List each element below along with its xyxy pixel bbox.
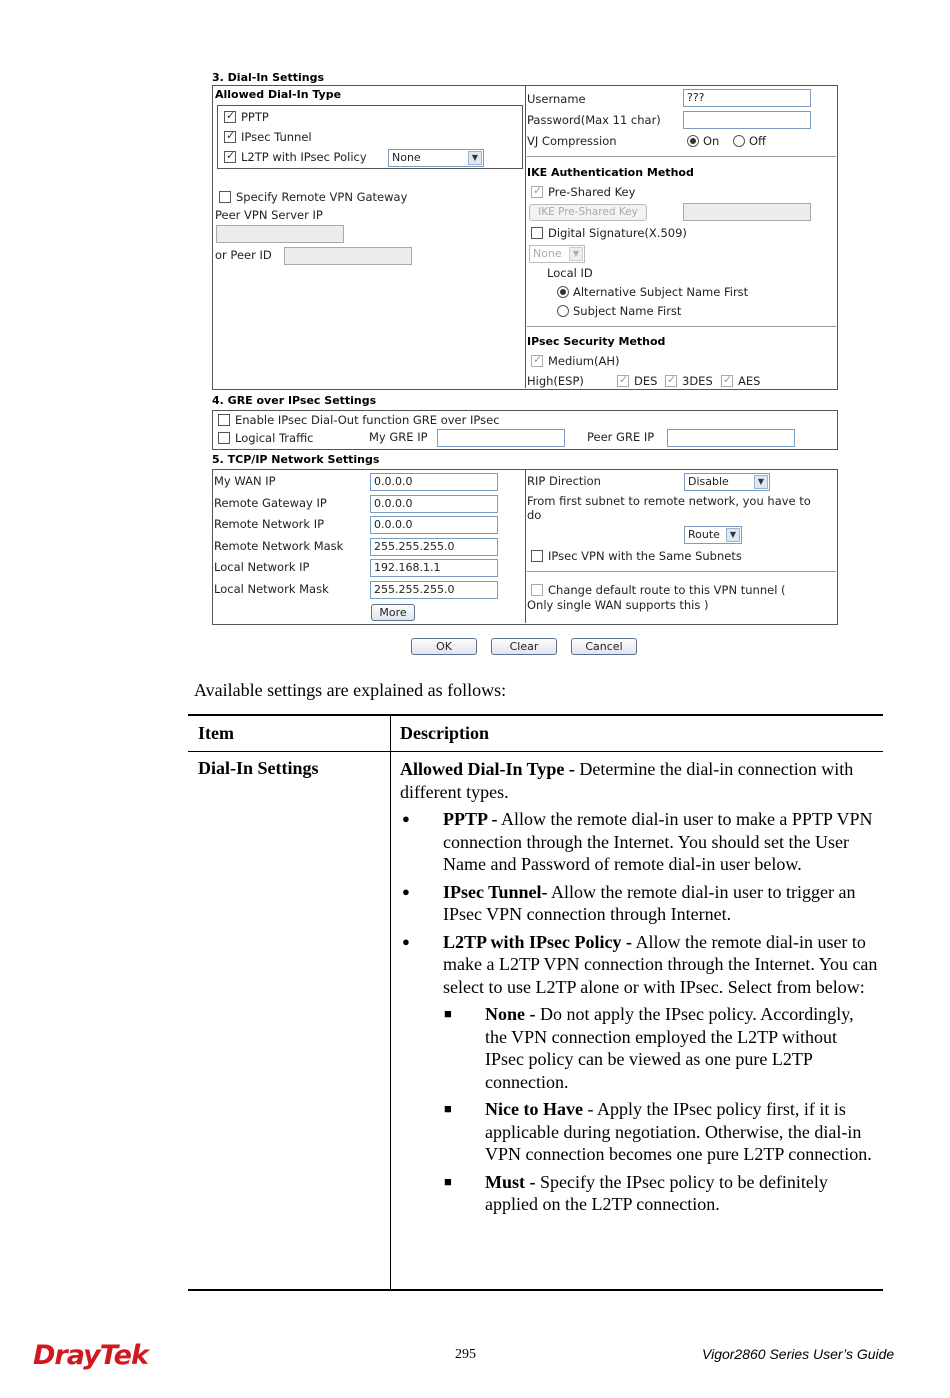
remote-network-label: Remote Network IP [214,517,325,531]
aes-option[interactable]: ✓ AES [721,374,760,388]
tcpip-section-title: 5. TCP/IP Network Settings [212,453,380,466]
divider [527,156,836,157]
same-subnets-option[interactable]: IPsec VPN with the Same Subnets [531,549,742,563]
vj-on-radio[interactable] [687,135,699,147]
sub-list-item: ■ Nice to Have - Apply the IPsec policy first, if it is applicable during negotiation. Otherwise, the dial-in VPN connection becomes one pure L2TP connection. [444,1099,872,1164]
draytek-logo: DrayTek [33,1340,148,1371]
route-mode-select[interactable]: Route ▼ [684,526,742,544]
vj-off-option[interactable]: Off [733,134,766,148]
list-item: ● L2TP with IPsec Policy - Allow the remote dial-in user to make a L2TP VPN connection through the Internet. You can select to use L2TP alone or with IPsec. Select from below: [402,931,878,997]
page-number: 295 [455,1347,476,1362]
dialin-left-panel [213,86,526,388]
column-divider [390,716,391,1289]
ok-button[interactable]: OK [411,638,477,655]
certificate-select[interactable]: None ▼ [529,245,585,263]
gre-section-title: 4. GRE over IPsec Settings [212,394,377,407]
chevron-down-icon: ▼ [754,475,768,489]
des-checkbox[interactable] [617,375,629,387]
medium-ah-option[interactable]: ✓Medium(AH) [531,354,619,368]
pptp-option[interactable]: ✓PPTP [224,110,269,124]
ike-title: IKE Authentication Method [527,166,694,179]
aes-checkbox[interactable] [721,375,733,387]
more-button[interactable]: More [371,604,415,621]
rip-direction-label: RIP Direction [527,474,601,488]
list-item: ● PPTP - Allow the remote dial-in user to make a PPTP VPN connection through the Internet. You should set the User Name and Password of remote dial-in user below. [402,809,873,874]
specify-gateway-checkbox[interactable] [219,191,231,203]
divider [527,326,836,327]
subject-option[interactable]: Subject Name First [557,304,681,318]
tcpip-left-panel [213,470,526,623]
digital-signature-checkbox[interactable] [531,227,543,239]
specify-gateway-option[interactable]: Specify Remote VPN Gateway [219,190,407,204]
ike-psk-input[interactable] [683,203,811,221]
remote-mask-label: Remote Network Mask [214,539,344,553]
username-label: Username [527,92,586,106]
my-gre-input[interactable] [437,429,565,447]
remote-gateway-input[interactable]: 0.0.0.0 [370,495,498,513]
alt-subject-radio[interactable] [557,286,569,298]
clear-button[interactable]: Clear [491,638,557,655]
square-bullet-icon: ■ [444,1006,452,1021]
l2tp-policy-select[interactable]: None ▼ [388,149,484,167]
psk-option[interactable]: ✓Pre-Shared Key [531,185,635,199]
chevron-down-icon: ▼ [726,528,740,542]
form-buttons [212,625,838,655]
list-item: ● IPsec Tunnel- Allow the remote dial-in user to trigger an IPsec VPN connection through Internet. [402,881,856,924]
remote-mask-input[interactable]: 255.255.255.0 [370,538,498,556]
des-option[interactable]: ✓ DES [617,374,657,388]
single-wan-note: Only single WAN supports this ) [527,598,709,612]
peer-id-label: or Peer ID [215,248,272,262]
item-dial-in-settings: Dial-In Settings [198,758,319,778]
local-mask-label: Local Network Mask [214,582,329,596]
vpn-profile-screenshot [212,70,838,655]
first-subnet-text: From first subnet to remote network, you have to do [527,494,811,522]
square-bullet-icon: ■ [444,1101,452,1116]
my-wan-input[interactable]: 0.0.0.0 [370,473,498,491]
dialin-right-panel [527,86,836,388]
3des-checkbox[interactable] [665,375,677,387]
local-ip-input[interactable]: 192.168.1.1 [370,559,498,577]
gre-enable-option[interactable]: Enable IPsec Dial-Out function GRE over IPsec [218,413,500,427]
psk-checkbox[interactable] [531,186,543,198]
peer-server-input[interactable] [216,225,344,243]
password-label: Password(Max 11 char) [527,113,661,127]
bullet-icon: ● [402,811,410,826]
remote-network-input[interactable]: 0.0.0.0 [370,516,498,534]
rip-direction-select[interactable]: Disable ▼ [684,473,770,491]
guide-title: Vigor2860 Series User’s Guide [702,1346,895,1362]
peer-gre-label: Peer GRE IP [587,430,655,444]
logical-traffic-option[interactable]: Logical Traffic [218,431,314,445]
vj-off-radio[interactable] [733,135,745,147]
l2tp-option[interactable]: ✓L2TP with IPsec Policy [224,150,367,164]
vj-label: VJ Compression [527,134,617,148]
digital-signature-option[interactable]: Digital Signature(X.509) [531,226,687,240]
ike-psk-button[interactable]: IKE Pre-Shared Key [529,204,647,221]
allowed-type-box [217,105,523,169]
password-input[interactable] [683,111,811,129]
pptp-checkbox[interactable] [224,111,236,123]
vj-on-option[interactable]: On [687,134,719,148]
gre-enable-checkbox[interactable] [218,414,230,426]
peer-gre-input[interactable] [667,429,795,447]
description-cell [400,758,878,1216]
tcpip-settings-box [212,469,838,625]
bullet-icon: ● [402,883,410,899]
header-divider [188,751,883,752]
allowed-type-paragraph: Allowed Dial-In Type - Determine the dial-in connection with different types. [400,759,854,802]
chevron-down-icon: ▼ [569,247,583,261]
intro-text: Available settings are explained as follows: [194,680,507,700]
square-bullet-icon: ■ [444,1173,452,1189]
remote-gateway-label: Remote Gateway IP [214,496,327,510]
local-ip-label: Local Network IP [214,560,310,574]
3des-option[interactable]: ✓ 3DES [665,374,713,388]
same-subnets-checkbox[interactable] [531,550,543,562]
settings-table [188,714,883,1291]
subject-radio[interactable] [557,305,569,317]
ipsec-option[interactable]: ✓IPsec Tunnel [224,130,312,144]
dialin-settings-box [212,85,838,390]
dialin-section-title: 3. Dial-In Settings [212,71,324,84]
my-wan-label: My WAN IP [214,474,276,488]
header-description: Description [400,723,489,743]
tcpip-right-panel [527,470,836,623]
sub-list-item: ■ None - Do not apply the IPsec policy. Accordingly, the VPN connection employed the L2TP without IPsec policy can be viewed as one pure L2TP connection. [444,1004,854,1092]
peer-server-label: Peer VPN Server IP [215,208,323,222]
cancel-button[interactable]: Cancel [571,638,637,655]
chevron-down-icon: ▼ [468,151,482,165]
high-esp-label: High(ESP) [527,374,584,388]
bullet-icon: ● [402,933,410,949]
allowed-type-title: Allowed Dial-In Type [215,88,342,101]
ipsec-checkbox[interactable] [224,131,236,143]
change-route-checkbox[interactable] [531,584,543,596]
sub-list-item: ■ Must - Specify the IPsec policy to be definitely applied on the L2TP connection. [444,1171,828,1214]
username-input[interactable]: ??? [683,89,811,107]
l2tp-checkbox[interactable] [224,151,236,163]
gre-settings-box [212,410,838,450]
divider [527,571,836,572]
header-item: Item [198,723,234,743]
alt-subject-option[interactable]: Alternative Subject Name First [557,285,748,299]
peer-id-input[interactable] [284,247,412,265]
local-id-label: Local ID [547,266,593,280]
ipsec-method-title: IPsec Security Method [527,335,666,348]
my-gre-label: My GRE IP [369,430,428,444]
change-route-option[interactable]: Change default route to this VPN tunnel ( [531,583,786,597]
logical-traffic-checkbox[interactable] [218,432,230,444]
medium-ah-checkbox[interactable] [531,355,543,367]
local-mask-input[interactable]: 255.255.255.0 [370,581,498,599]
